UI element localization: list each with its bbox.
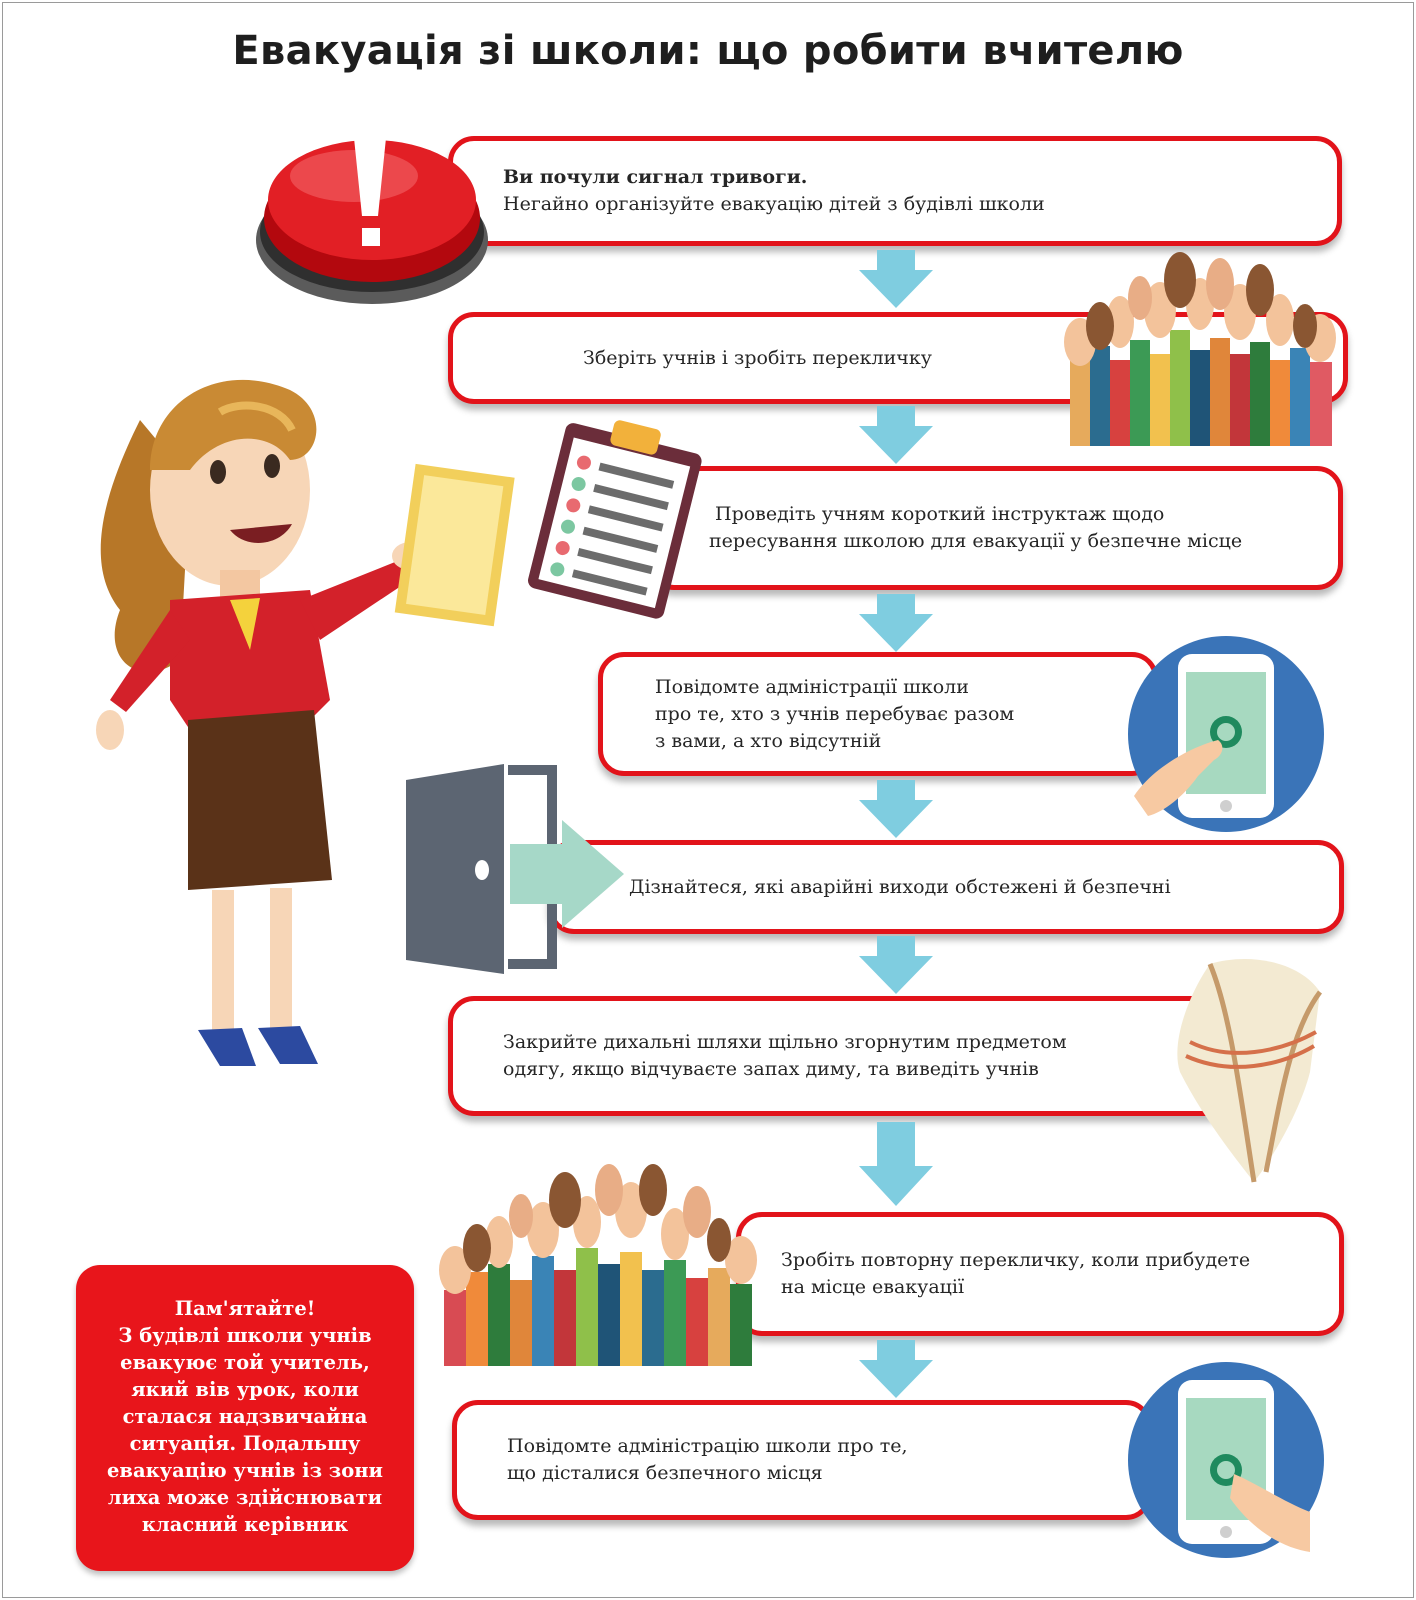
- step-7-text-2: на місце евакуації: [781, 1276, 965, 1298]
- remember-heading: Пам'ятайте!: [174, 1297, 316, 1320]
- step-5-box: [548, 840, 1344, 934]
- phone-tap-icon: [1114, 1362, 1338, 1558]
- page-title: Евакуація зі школи: що робити вчителю: [232, 28, 1184, 74]
- phone-tap-icon: [1114, 636, 1338, 832]
- down-arrow-icon: [859, 406, 933, 464]
- down-arrow-icon: [859, 1340, 933, 1398]
- step-7-box: [736, 1212, 1344, 1336]
- step-1-box: [448, 136, 1342, 246]
- step-1-text: Негайно організуйте евакуацію дітей з будівлі школи: [503, 193, 1045, 215]
- step-4-text-1: Повідомте адміністрації школи: [655, 675, 969, 698]
- down-arrow-icon: [859, 1122, 933, 1206]
- down-arrow-icon: [859, 250, 933, 308]
- step-4-text-2: про те, хто з учнів перебуває разом: [655, 702, 1015, 725]
- step-6-text-1: Закрийте дихальні шляхи щільно згорнутим предметом: [503, 1031, 1067, 1053]
- raised-hands-icon: [444, 1160, 760, 1366]
- step-5-text: Дізнайтеся, які аварійні виходи обстежені й безпечні: [629, 875, 1171, 898]
- step-3-text-1: Проведіть учням короткий інструктаж щодо: [715, 503, 1165, 525]
- step-1-heading: Ви почули сигнал тривоги.: [503, 166, 808, 188]
- step-6-text-2: одягу, якщо відчуваєте запах диму, та виведіть учнів: [503, 1058, 1039, 1080]
- step-3-text-2: пересування школою для евакуації у безпечне місце: [709, 530, 1243, 552]
- step-8-text-1: Повідомте адміністрацію школи про те,: [507, 1435, 908, 1457]
- raised-hands-icon: [1070, 250, 1340, 446]
- remember-note: [76, 1265, 414, 1571]
- down-arrow-icon: [859, 936, 933, 994]
- step-3-box: [648, 466, 1343, 590]
- checklist-clipboard-icon: [522, 416, 710, 616]
- step-2-text: Зберіть учнів і зробіть перекличку: [583, 346, 932, 369]
- step-8-text-2: що дісталися безпечного місця: [507, 1462, 823, 1484]
- step-6-box: [448, 996, 1268, 1116]
- step-4-text-3: з вами, а хто відсутній: [655, 729, 882, 752]
- towel-icon: [1170, 952, 1340, 1192]
- down-arrow-icon: [859, 780, 933, 838]
- step-4-box: [598, 652, 1158, 776]
- step-7-text-1: Зробіть повторну перекличку, коли прибудете: [781, 1249, 1251, 1271]
- alarm-button-icon: [254, 128, 490, 308]
- down-arrow-icon: [859, 594, 933, 652]
- remember-text: З будівлі школи учнів евакуює той учитель, який вів урок, коли сталася надзвичайна ситуація. Подальшу евакуацію учнів із зони лиха може здійснювати класний керівник: [107, 1324, 383, 1536]
- step-8-box: [452, 1400, 1152, 1520]
- exit-door-icon: [406, 764, 626, 974]
